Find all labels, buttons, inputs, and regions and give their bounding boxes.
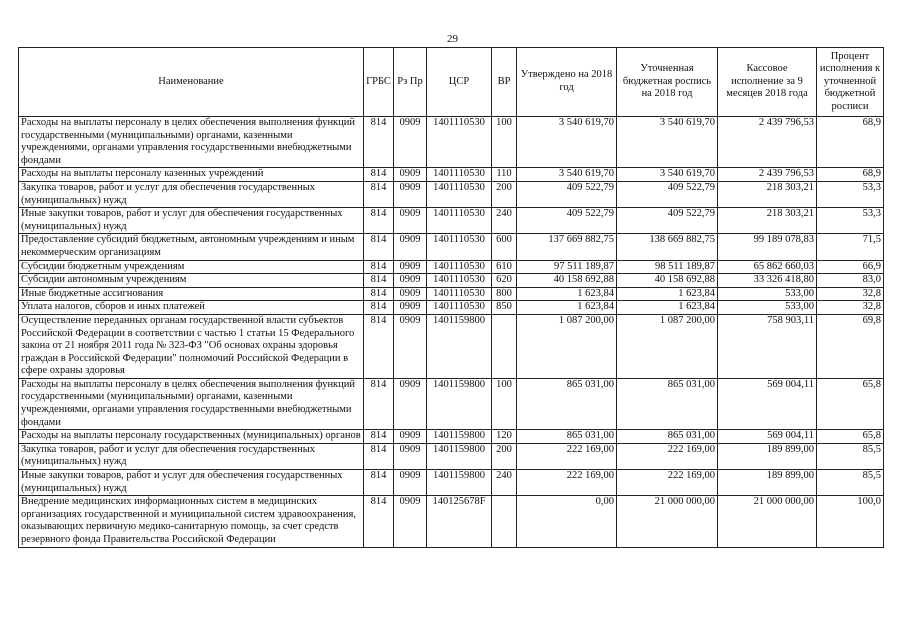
row-cash-cell: 33 326 418,80 [718, 274, 817, 288]
row-grbs-cell: 814 [364, 274, 394, 288]
row-percent-cell: 32,8 [817, 301, 884, 315]
row-name-cell: Иные бюджетные ассигнования [19, 287, 364, 301]
row-grbs-cell: 814 [364, 443, 394, 469]
row-name-cell: Иные закупки товаров, работ и услуг для обеспечения государственных (муниципальных) нужд [19, 208, 364, 234]
row-name-cell: Закупка товаров, работ и услуг для обеспечения государственных (муниципальных) нужд [19, 181, 364, 207]
table-row [19, 314, 884, 378]
table-row [19, 443, 884, 469]
row-rz-pr-cell: 0909 [394, 208, 427, 234]
row-refined-cell: 222 169,00 [617, 443, 718, 469]
table-row [19, 260, 884, 274]
row-vr-cell: 110 [492, 168, 517, 182]
table-row [19, 181, 884, 207]
row-name-cell: Субсидии бюджетным учреждениям [19, 260, 364, 274]
row-approved-cell: 0,00 [517, 496, 617, 547]
row-csr-cell: 1401110530 [427, 260, 492, 274]
table-row [19, 378, 884, 429]
row-cash-cell: 99 189 078,83 [718, 234, 817, 260]
row-approved-cell: 1 623,84 [517, 301, 617, 315]
header-refined: Уточненная бюджетная роспись на 2018 год [617, 48, 718, 117]
row-cash-cell: 533,00 [718, 287, 817, 301]
row-approved-cell: 409 522,79 [517, 208, 617, 234]
row-vr-cell: 850 [492, 301, 517, 315]
header-name: Наименование [19, 48, 364, 117]
row-refined-cell: 21 000 000,00 [617, 496, 718, 547]
row-refined-cell: 98 511 189,87 [617, 260, 718, 274]
row-vr-cell: 610 [492, 260, 517, 274]
row-refined-cell: 409 522,79 [617, 181, 718, 207]
row-csr-cell: 1401110530 [427, 208, 492, 234]
row-approved-cell: 3 540 619,70 [517, 117, 617, 168]
row-vr-cell: 800 [492, 287, 517, 301]
row-percent-cell: 53,3 [817, 208, 884, 234]
row-csr-cell: 1401159800 [427, 443, 492, 469]
row-grbs-cell: 814 [364, 260, 394, 274]
budget-execution-table [18, 47, 884, 548]
row-refined-cell: 409 522,79 [617, 208, 718, 234]
row-rz-pr-cell: 0909 [394, 274, 427, 288]
row-cash-cell: 569 004,11 [718, 378, 817, 429]
row-approved-cell: 222 169,00 [517, 470, 617, 496]
row-rz-pr-cell: 0909 [394, 314, 427, 378]
row-approved-cell: 222 169,00 [517, 443, 617, 469]
row-name-cell: Закупка товаров, работ и услуг для обеспечения государственных (муниципальных) нужд [19, 443, 364, 469]
row-rz-pr-cell: 0909 [394, 443, 427, 469]
table-row [19, 274, 884, 288]
row-percent-cell: 68,9 [817, 168, 884, 182]
row-approved-cell: 3 540 619,70 [517, 168, 617, 182]
row-approved-cell: 137 669 882,75 [517, 234, 617, 260]
row-cash-cell: 189 899,00 [718, 443, 817, 469]
row-rz-pr-cell: 0909 [394, 168, 427, 182]
row-rz-pr-cell: 0909 [394, 287, 427, 301]
row-grbs-cell: 814 [364, 470, 394, 496]
row-percent-cell: 69,8 [817, 314, 884, 378]
row-percent-cell: 65,8 [817, 430, 884, 444]
row-approved-cell: 865 031,00 [517, 378, 617, 429]
table-body [19, 117, 884, 548]
row-vr-cell: 240 [492, 470, 517, 496]
row-rz-pr-cell: 0909 [394, 470, 427, 496]
row-name-cell: Расходы на выплаты персоналу казенных учреждений [19, 168, 364, 182]
row-csr-cell: 1401110530 [427, 168, 492, 182]
row-rz-pr-cell: 0909 [394, 181, 427, 207]
row-percent-cell: 85,5 [817, 443, 884, 469]
row-approved-cell: 409 522,79 [517, 181, 617, 207]
row-name-cell: Субсидии автономным учреждениям [19, 274, 364, 288]
row-refined-cell: 138 669 882,75 [617, 234, 718, 260]
row-name-cell: Расходы на выплаты персоналу государственных (муниципальных) органов [19, 430, 364, 444]
row-percent-cell: 71,5 [817, 234, 884, 260]
row-grbs-cell: 814 [364, 314, 394, 378]
row-refined-cell: 3 540 619,70 [617, 117, 718, 168]
row-cash-cell: 758 903,11 [718, 314, 817, 378]
row-percent-cell: 83,0 [817, 274, 884, 288]
row-approved-cell: 1 623,84 [517, 287, 617, 301]
row-name-cell: Предоставление субсидий бюджетным, автономным учреждениям и иным некоммерческим организациям [19, 234, 364, 260]
row-grbs-cell: 814 [364, 168, 394, 182]
row-grbs-cell: 814 [364, 234, 394, 260]
row-grbs-cell: 814 [364, 287, 394, 301]
row-vr-cell: 240 [492, 208, 517, 234]
row-rz-pr-cell: 0909 [394, 234, 427, 260]
row-approved-cell: 40 158 692,88 [517, 274, 617, 288]
row-grbs-cell: 814 [364, 378, 394, 429]
header-percent: Процент исполнения к уточненной бюджетной росписи [817, 48, 884, 117]
header-csr: ЦСР [427, 48, 492, 117]
row-percent-cell: 66,9 [817, 260, 884, 274]
table-row [19, 208, 884, 234]
row-csr-cell: 1401110530 [427, 287, 492, 301]
row-vr-cell: 600 [492, 234, 517, 260]
table-row [19, 470, 884, 496]
row-vr-cell [492, 314, 517, 378]
row-approved-cell: 97 511 189,87 [517, 260, 617, 274]
row-csr-cell: 1401159800 [427, 314, 492, 378]
row-rz-pr-cell: 0909 [394, 301, 427, 315]
row-csr-cell: 1401110530 [427, 274, 492, 288]
row-rz-pr-cell: 0909 [394, 260, 427, 274]
row-cash-cell: 2 439 796,53 [718, 117, 817, 168]
row-refined-cell: 222 169,00 [617, 470, 718, 496]
row-cash-cell: 533,00 [718, 301, 817, 315]
row-cash-cell: 189 899,00 [718, 470, 817, 496]
row-vr-cell [492, 496, 517, 547]
row-grbs-cell: 814 [364, 496, 394, 547]
row-csr-cell: 1401110530 [427, 117, 492, 168]
table-row [19, 430, 884, 444]
row-rz-pr-cell: 0909 [394, 430, 427, 444]
row-percent-cell: 68,9 [817, 117, 884, 168]
row-name-cell: Внедрение медицинских информационных систем в медицинских организациях государственной и муниципальной систем здравоохранения, оказывающих первичную медико-санитарную помощь, за счет средств резервного фонда Правительства Российской Федерации [19, 496, 364, 547]
row-vr-cell: 200 [492, 181, 517, 207]
row-refined-cell: 3 540 619,70 [617, 168, 718, 182]
row-cash-cell: 2 439 796,53 [718, 168, 817, 182]
table-row [19, 496, 884, 547]
row-name-cell: Иные закупки товаров, работ и услуг для обеспечения государственных (муниципальных) нужд [19, 470, 364, 496]
row-percent-cell: 53,3 [817, 181, 884, 207]
row-name-cell: Осуществление переданных органам государственной власти субъектов Российской Федерации в соответствии с частью 1 статьи 15 Федерального закона от 21 ноября 2011 года № 323-ФЗ "Об основах охраны здоровья граждан в Российской Федерации" полномочий Российской Федерации в сфере охраны здоровья [19, 314, 364, 378]
row-refined-cell: 1 623,84 [617, 301, 718, 315]
row-percent-cell: 65,8 [817, 378, 884, 429]
row-refined-cell: 1 087 200,00 [617, 314, 718, 378]
row-vr-cell: 100 [492, 378, 517, 429]
header-cash: Кассовое исполнение за 9 месяцев 2018 года [718, 48, 817, 117]
row-cash-cell: 569 004,11 [718, 430, 817, 444]
row-grbs-cell: 814 [364, 430, 394, 444]
header-approved: Утверждено на 2018 год [517, 48, 617, 117]
row-name-cell: Расходы на выплаты персоналу в целях обеспечения выполнения функций государственными (муниципальными) органами, казенными учреждениями, органами управления государственными внебюджетными фондами [19, 378, 364, 429]
table-row [19, 117, 884, 168]
table-row [19, 287, 884, 301]
table-row [19, 301, 884, 315]
row-vr-cell: 200 [492, 443, 517, 469]
row-rz-pr-cell: 0909 [394, 496, 427, 547]
row-grbs-cell: 814 [364, 181, 394, 207]
row-grbs-cell: 814 [364, 208, 394, 234]
header-grbs: ГРБС [364, 48, 394, 117]
header-vr: ВР [492, 48, 517, 117]
row-vr-cell: 120 [492, 430, 517, 444]
row-cash-cell: 218 303,21 [718, 181, 817, 207]
row-percent-cell: 85,5 [817, 470, 884, 496]
row-refined-cell: 1 623,84 [617, 287, 718, 301]
row-csr-cell: 1401159800 [427, 470, 492, 496]
row-cash-cell: 65 862 660,03 [718, 260, 817, 274]
row-cash-cell: 218 303,21 [718, 208, 817, 234]
row-vr-cell: 620 [492, 274, 517, 288]
row-csr-cell: 1401159800 [427, 430, 492, 444]
table-row [19, 234, 884, 260]
table-header-row [19, 48, 884, 117]
row-refined-cell: 40 158 692,88 [617, 274, 718, 288]
row-grbs-cell: 814 [364, 117, 394, 168]
row-name-cell: Расходы на выплаты персоналу в целях обеспечения выполнения функций государственными (муниципальными) органами, казенными учреждениями, органами управления государственными внебюджетными фондами [19, 117, 364, 168]
row-csr-cell: 1401110530 [427, 234, 492, 260]
row-csr-cell: 140125678F [427, 496, 492, 547]
row-refined-cell: 865 031,00 [617, 430, 718, 444]
row-refined-cell: 865 031,00 [617, 378, 718, 429]
row-percent-cell: 32,8 [817, 287, 884, 301]
row-rz-pr-cell: 0909 [394, 117, 427, 168]
row-vr-cell: 100 [492, 117, 517, 168]
row-cash-cell: 21 000 000,00 [718, 496, 817, 547]
row-csr-cell: 1401159800 [427, 378, 492, 429]
header-rz-pr: Рз Пр [394, 48, 427, 117]
row-rz-pr-cell: 0909 [394, 378, 427, 429]
row-approved-cell: 1 087 200,00 [517, 314, 617, 378]
table-row [19, 168, 884, 182]
row-csr-cell: 1401110530 [427, 181, 492, 207]
row-csr-cell: 1401110530 [427, 301, 492, 315]
page-number: 29 [447, 33, 458, 45]
row-name-cell: Уплата налогов, сборов и иных платежей [19, 301, 364, 315]
row-percent-cell: 100,0 [817, 496, 884, 547]
row-approved-cell: 865 031,00 [517, 430, 617, 444]
row-grbs-cell: 814 [364, 301, 394, 315]
